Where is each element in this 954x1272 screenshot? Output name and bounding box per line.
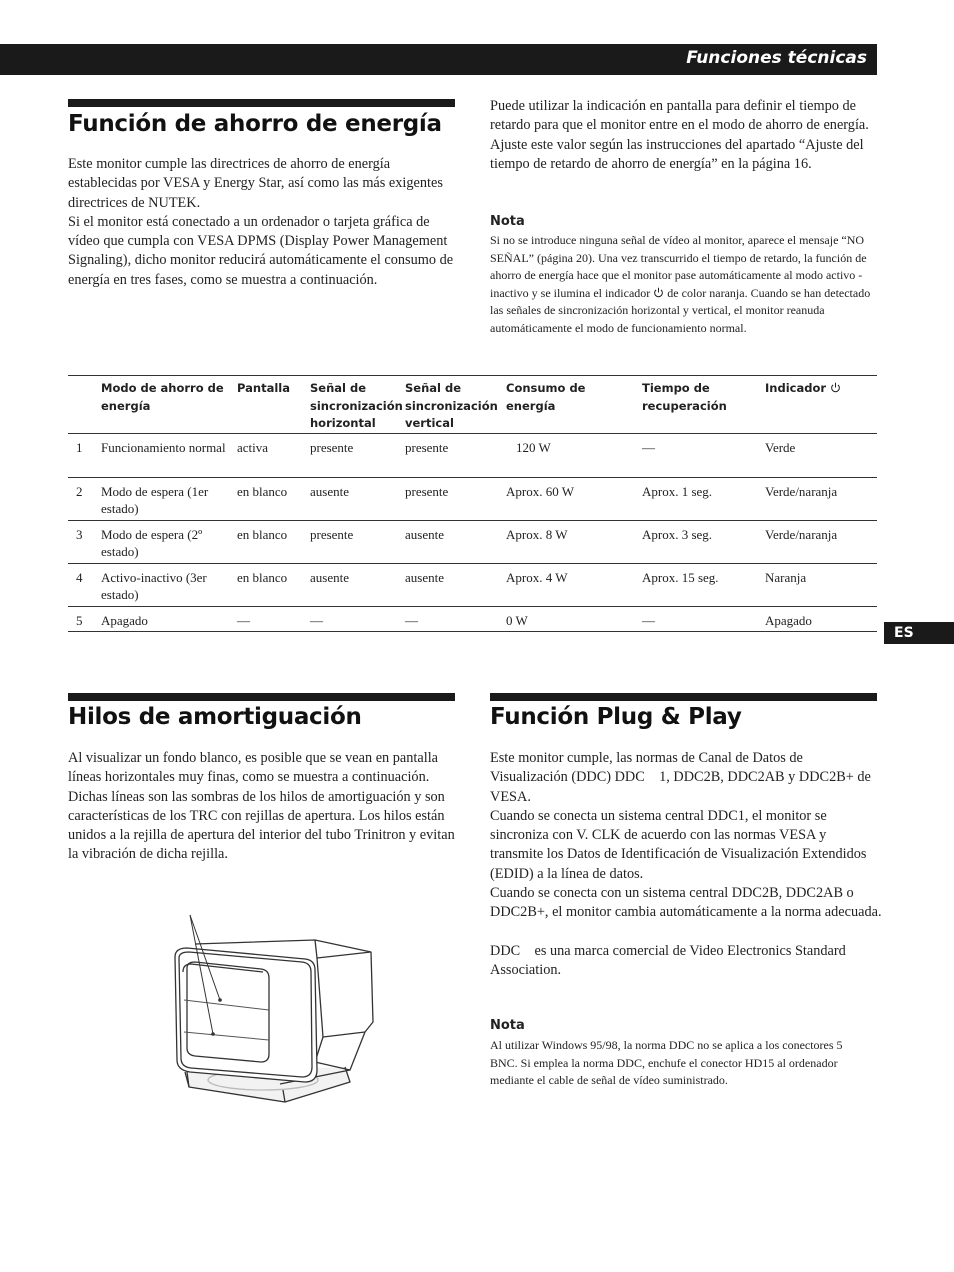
header-num xyxy=(68,376,101,434)
cell-num: 1 xyxy=(76,439,83,455)
damper-section-title: Hilos de amortiguación xyxy=(68,704,362,730)
cell-recovery: Aprox. 1 seg. xyxy=(642,483,713,499)
plugplay-paragraph-2: Cuando se conecta un sistema central DDC1, el monitor se sincroniza con V. CLK de acuerdo con las normas VESA y transmite los Datos de Identificación de Visualización Extendidos (EDID) a la línea de datos. xyxy=(490,807,867,882)
cell-recovery: — xyxy=(642,612,655,628)
cell-indicator: Apagado xyxy=(765,612,812,628)
cell-screen: activa xyxy=(237,439,269,455)
language-tab-es: ES xyxy=(884,622,954,644)
cell-recovery: Aprox. 15 seg. xyxy=(642,569,719,585)
cell-recovery: — xyxy=(642,439,655,455)
table-row xyxy=(68,606,877,631)
cell-vsync: ausente xyxy=(405,526,444,542)
cell-indicator: Verde xyxy=(765,439,796,455)
header-power: Consumo de energía xyxy=(506,381,586,413)
cell-vsync: presente xyxy=(405,483,449,499)
plugplay-note-heading: Nota xyxy=(490,1018,525,1033)
energy-note-heading: Nota xyxy=(490,214,525,229)
cell-power: 0 W xyxy=(506,612,528,628)
section-rule-damper xyxy=(68,693,455,701)
cell-vsync: — xyxy=(405,612,418,628)
cell-screen: en blanco xyxy=(237,483,288,499)
power-icon xyxy=(830,382,841,393)
table-row xyxy=(68,433,877,477)
header-recovery: Tiempo de recuperación xyxy=(642,381,727,413)
cell-num: 2 xyxy=(76,483,83,499)
header-hsync: Señal de sincronización horizontal xyxy=(310,381,403,430)
energy-note-text-after: de color naranja. Cuando se han detectado las señales de sincronización horizontal y vertical, el monitor reanuda automáticamente el modo de funcionamiento normal. xyxy=(490,285,871,335)
damper-paragraph: Al visualizar un fondo blanco, es posible que se vean en pantalla líneas horizontales muy finas, como se muestra a continuación. Dichas líneas son las sombras de los hilos de amortiguación y son características de los TRC con rejillas de apertura. Los hilos están unidos a la rejilla de apertura del interior del tubo Trinitron y evitan la vibración de dicha rejilla. xyxy=(68,750,455,863)
cell-hsync: — xyxy=(310,612,323,628)
plugplay-paragraph-3: Cuando se conecta con un sistema central DDC2B, DDC2AB o DDC2B+, el monitor cambia automáticamente a la norma adecuada. xyxy=(490,885,882,921)
table-header-row xyxy=(68,376,877,434)
cell-recovery: Aprox. 3 seg. xyxy=(642,526,713,542)
cell-indicator: Verde/naranja xyxy=(765,526,838,542)
cell-vsync: presente xyxy=(405,439,449,455)
cell-hsync: presente xyxy=(310,526,354,542)
table-row xyxy=(68,520,877,563)
header-indicator-label: Indicador xyxy=(765,381,827,395)
cell-mode: Funcionamiento normal xyxy=(101,439,226,455)
energy-right-paragraph: Puede utilizar la indicación en pantalla para definir el tiempo de retardo para que el monitor entre en el modo de ahorro de energía. Ajuste este valor según las instrucciones del apartado “Ajuste del tiempo de retardo de ahorro de energía” en la página 16. xyxy=(490,98,869,172)
cell-power: Aprox. 4 W xyxy=(506,569,568,585)
cell-power: Aprox. 8 W xyxy=(506,526,568,542)
power-modes-table-wrap xyxy=(68,375,877,632)
header-indicator xyxy=(765,376,877,434)
cell-power: 120 W xyxy=(516,439,551,455)
cell-indicator: Verde/naranja xyxy=(765,483,838,499)
cell-hsync: presente xyxy=(310,439,354,455)
power-modes-table xyxy=(68,375,877,632)
crt-monitor-illustration xyxy=(165,912,380,1117)
cell-indicator: Naranja xyxy=(765,569,807,585)
cell-screen: en blanco xyxy=(237,526,288,542)
plugplay-body xyxy=(490,749,882,981)
energy-paragraph-2: Si el monitor está conectado a un ordenador o tarjeta gráfica de vídeo que cumpla con VESA DPMS (Display Power Management Signaling), dicho monitor reducirá automáticamente el consumo de energía en tres fases, como se muestra a continuación. xyxy=(68,213,454,288)
cell-hsync: ausente xyxy=(310,483,349,499)
table-row xyxy=(68,477,877,520)
plugplay-note-text: Al utilizar Windows 95/98, la norma DDC no se aplica a los conectores 5 BNC. Si emplea la norma DDC, enchufe el conector HD15 al ordenador mediante el cable de señal de vídeo suministrado. xyxy=(490,1038,843,1088)
table-row xyxy=(68,563,877,606)
header-mode: Modo de ahorro de energía xyxy=(101,381,224,413)
cell-hsync: ausente xyxy=(310,569,349,585)
plugplay-section-title: Función Plug & Play xyxy=(490,704,742,730)
cell-num: 4 xyxy=(76,569,83,585)
cell-power: Aprox. 60 W xyxy=(506,483,575,499)
header-bar xyxy=(0,44,877,75)
energy-note-text xyxy=(490,232,880,338)
energy-paragraph-1: Este monitor cumple las directrices de ahorro de energía establecidas por VESA y Energy Star, así como las más exigentes directrices de NUTEK. xyxy=(68,156,443,211)
cell-mode: Apagado xyxy=(101,612,148,628)
cell-num: 5 xyxy=(76,612,83,628)
plugplay-paragraph-1: Este monitor cumple, las normas de Canal de Datos de Visualización (DDC) DDC 1, DDC2B, DDC2AB y DDC2B+ de VESA. xyxy=(490,750,875,805)
cell-screen: en blanco xyxy=(237,569,288,585)
cell-mode: Activo-inactivo (3er estado) xyxy=(101,569,207,602)
cell-num: 3 xyxy=(76,526,83,542)
cell-vsync: ausente xyxy=(405,569,444,585)
header-title: Funciones técnicas xyxy=(686,48,867,68)
energy-section-title: Función de ahorro de energía xyxy=(68,111,442,137)
section-rule-energy xyxy=(68,99,455,107)
cell-screen: — xyxy=(237,612,250,628)
energy-note-text-before: Si no se introduce ninguna señal de vídeo al monitor, aparece el mensaje “NO SEÑAL” (página 20). Una vez transcurrido el tiempo de retardo, la función de ahorro de energía hace que el monitor pase automáticamente al modo activo - inactivo y se ilumina el indicador xyxy=(490,233,867,300)
section-rule-plugplay xyxy=(490,693,877,701)
power-icon xyxy=(653,287,664,298)
header-vsync: Señal de sincronización vertical xyxy=(405,381,498,430)
cell-mode: Modo de espera (1er estado) xyxy=(101,483,209,516)
energy-body xyxy=(68,155,458,290)
header-screen: Pantalla xyxy=(237,381,290,395)
cell-mode: Modo de espera (2º estado) xyxy=(101,526,203,559)
plugplay-trademark: DDC es una marca comercial de Video Electronics Standard Association. xyxy=(490,942,849,979)
